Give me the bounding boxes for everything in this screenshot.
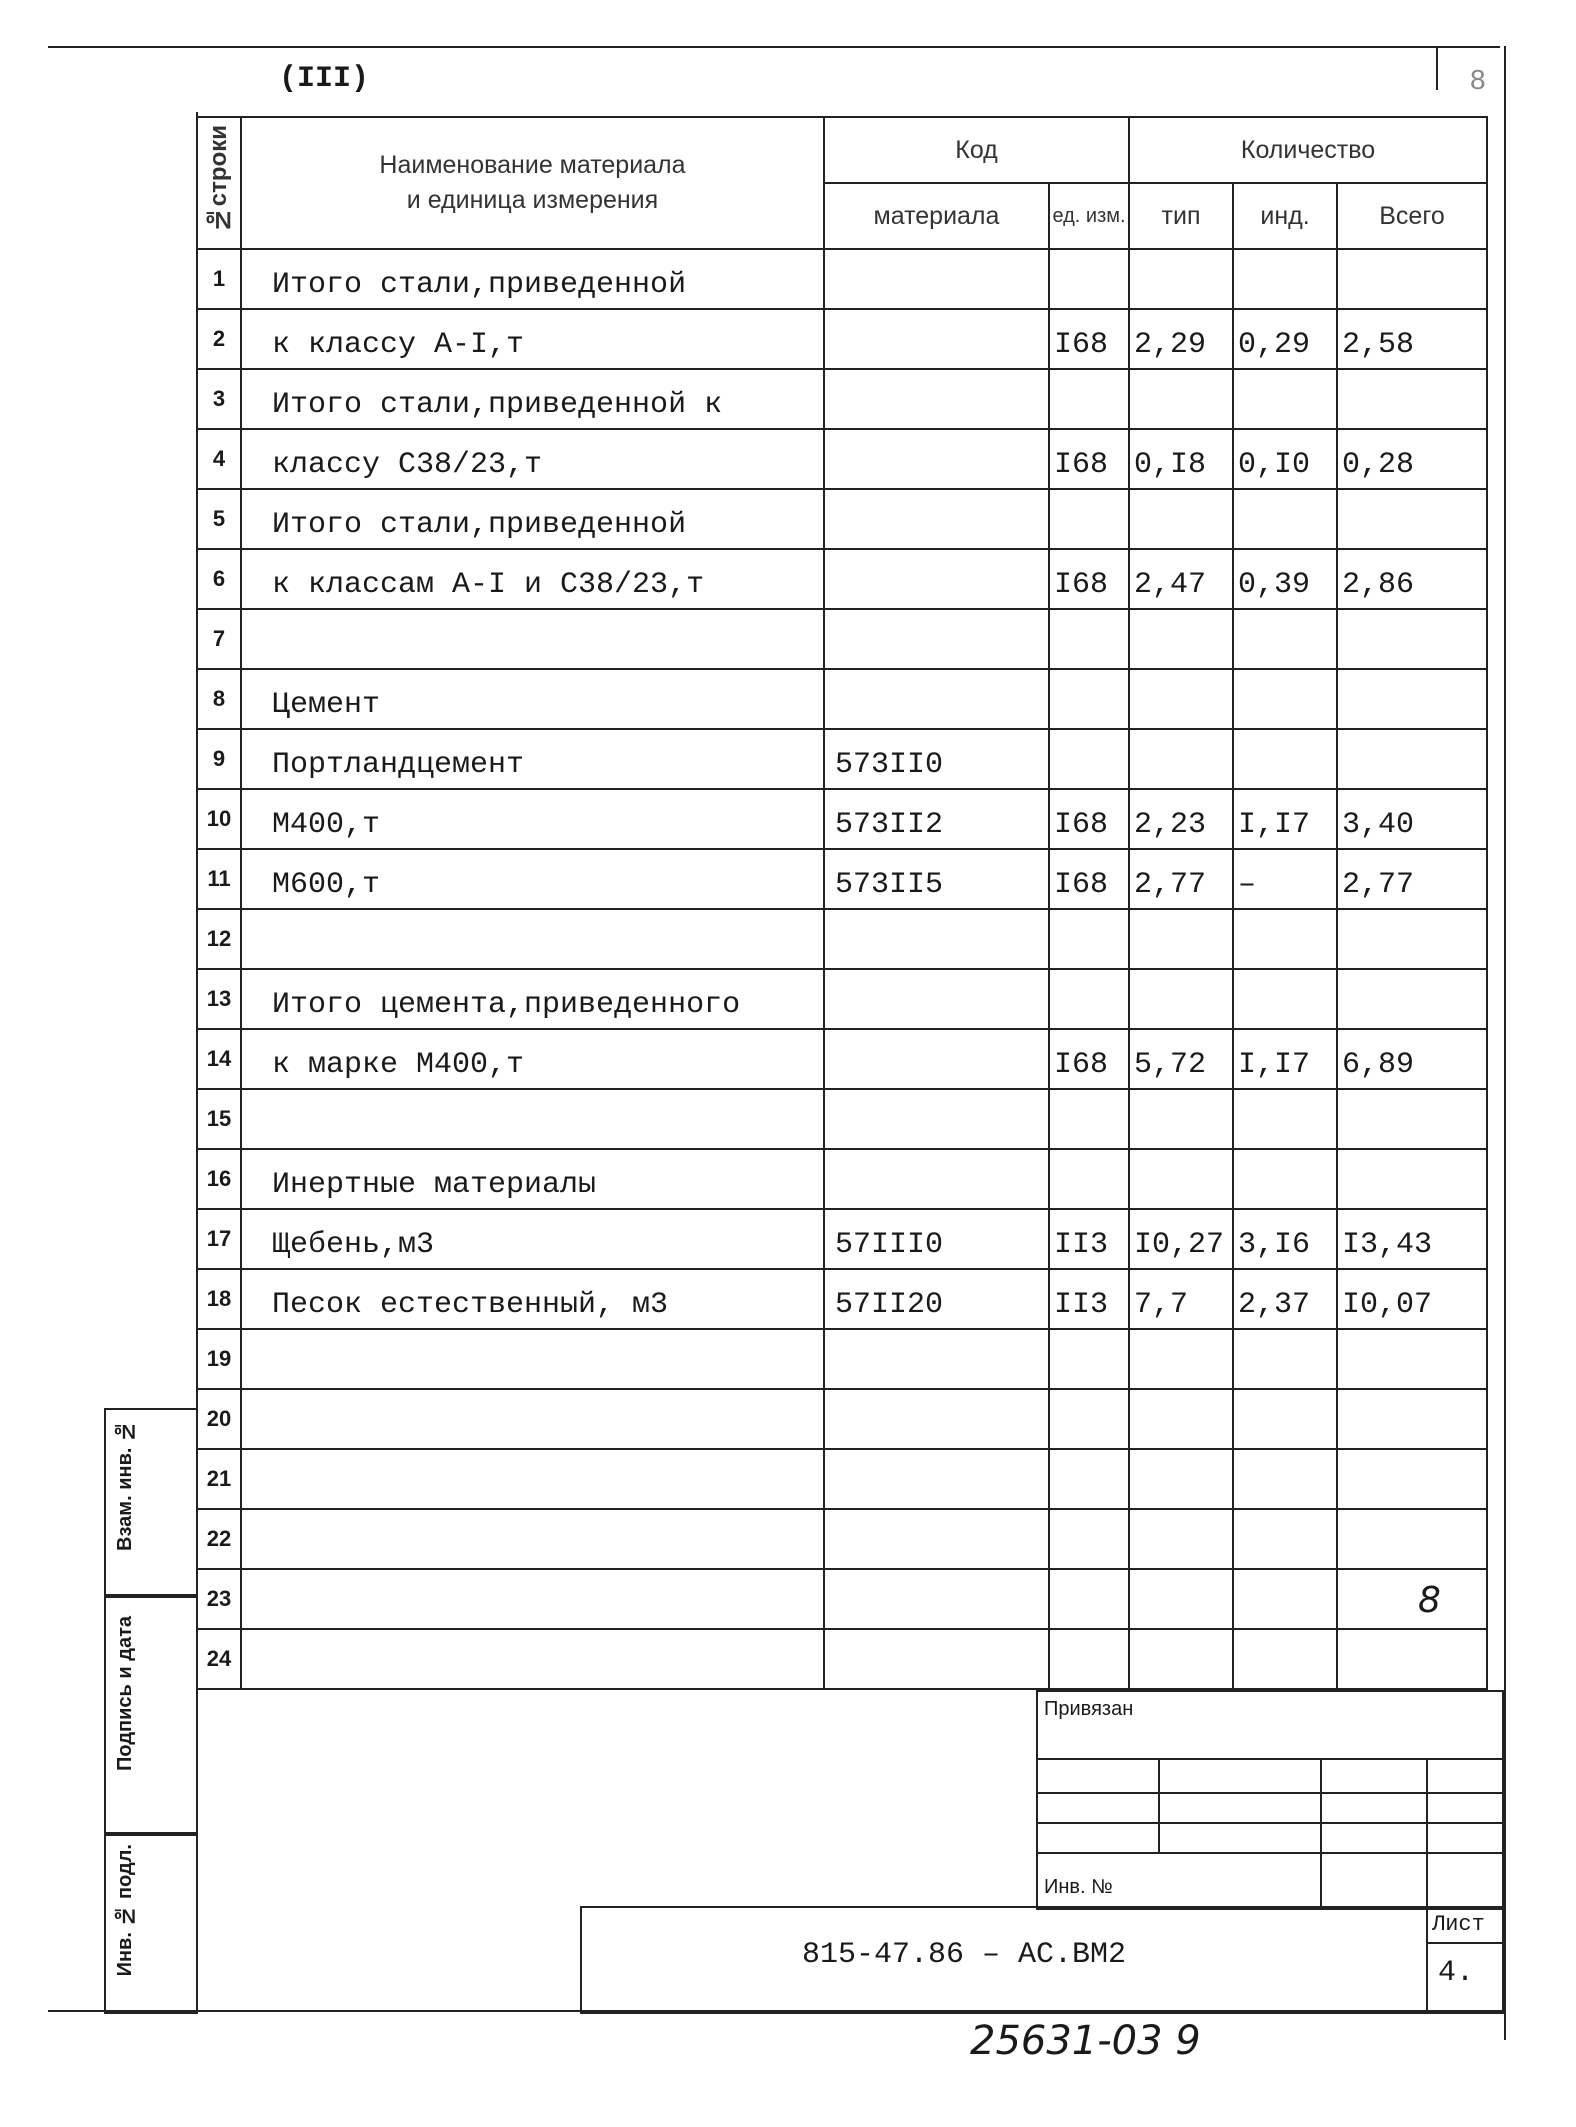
material-name-cell: Итого стали,приведенной	[241, 249, 824, 309]
material-name-cell	[241, 1569, 824, 1629]
material-code-cell	[824, 609, 1049, 669]
typical-qty-cell	[1129, 1329, 1233, 1389]
table-row	[197, 729, 1487, 789]
material-code-cell	[824, 1449, 1049, 1509]
row-number-cell: 2	[197, 309, 241, 369]
row-number-cell: 24	[197, 1629, 241, 1689]
typical-qty-cell: 2,47	[1129, 549, 1233, 609]
material-name-cell: М400,т	[241, 789, 824, 849]
row-number-cell: 7	[197, 609, 241, 669]
typical-qty-cell	[1129, 909, 1233, 969]
individual-qty-cell	[1233, 669, 1337, 729]
replacement-inventory-box: Взам. инв. №	[104, 1408, 198, 1598]
total-qty-cell	[1337, 609, 1487, 669]
total-qty-cell: 6,89	[1337, 1029, 1487, 1089]
unit-code-cell	[1049, 969, 1129, 1029]
typical-qty-cell: 2,77	[1129, 849, 1233, 909]
individual-qty-cell: 2,37	[1233, 1269, 1337, 1329]
individual-qty-cell	[1233, 909, 1337, 969]
row-number-cell: 9	[197, 729, 241, 789]
material-code-header: материала	[824, 183, 1049, 249]
individual-qty-cell: I,I7	[1233, 1029, 1337, 1089]
bottom-handwritten-number: 25631-03 9	[970, 2018, 1201, 2064]
original-inventory-box: Инв. № подл.	[104, 1832, 198, 2014]
unit-code-cell	[1049, 1089, 1129, 1149]
total-qty-cell	[1337, 969, 1487, 1029]
typical-qty-cell	[1129, 369, 1233, 429]
unit-code-cell	[1049, 669, 1129, 729]
table-row	[197, 969, 1487, 1029]
typical-qty-cell: 7,7	[1129, 1269, 1233, 1329]
page-mark: 8	[1418, 1580, 1441, 1621]
individual-qty-cell	[1233, 969, 1337, 1029]
signature-date-box: Подпись и дата	[104, 1594, 198, 1836]
material-code-cell	[824, 1089, 1049, 1149]
total-qty-cell	[1337, 489, 1487, 549]
material-name-cell	[241, 1509, 824, 1569]
material-name-cell: Итого цемента,приведенного	[241, 969, 824, 1029]
bound-label: Привязан	[1044, 1698, 1134, 1720]
row-number-cell: 11	[197, 849, 241, 909]
row-number-cell: 21	[197, 1449, 241, 1509]
inventory-no-label: Инв. №	[1044, 1876, 1113, 1898]
total-qty-cell	[1337, 1329, 1487, 1389]
quantity-group-header: Количество	[1129, 117, 1487, 183]
unit-code-cell	[1049, 1389, 1129, 1449]
material-code-cell: 573II2	[824, 789, 1049, 849]
individual-qty-header: инд.	[1233, 183, 1337, 249]
typical-qty-cell	[1129, 1149, 1233, 1209]
table-row	[197, 1389, 1487, 1449]
table-row	[197, 249, 1487, 309]
table-row	[197, 369, 1487, 429]
table-row	[197, 849, 1487, 909]
individual-qty-cell	[1233, 729, 1337, 789]
material-code-cell	[824, 1569, 1049, 1629]
material-code-cell	[824, 1329, 1049, 1389]
sheet-corner-mark: 8	[1470, 64, 1486, 95]
unit-code-cell	[1049, 369, 1129, 429]
total-qty-cell	[1337, 1149, 1487, 1209]
unit-code-cell	[1049, 1509, 1129, 1569]
individual-qty-cell	[1233, 1629, 1337, 1689]
material-code-cell	[824, 669, 1049, 729]
corner-identifier: (III)	[279, 62, 370, 96]
individual-qty-cell	[1233, 1449, 1337, 1509]
row-number-cell: 12	[197, 909, 241, 969]
row-number-cell: 4	[197, 429, 241, 489]
unit-code-cell: I68	[1049, 789, 1129, 849]
material-name-cell: М600,т	[241, 849, 824, 909]
document-code: 815-47.86 – АС.ВМ2	[802, 1938, 1127, 1972]
typical-qty-cell	[1129, 609, 1233, 669]
material-name-cell	[241, 1329, 824, 1389]
unit-code-cell: I68	[1049, 1029, 1129, 1089]
document-code-block	[580, 1906, 1504, 2014]
total-qty-cell: I0,07	[1337, 1269, 1487, 1329]
row-number-cell: 22	[197, 1509, 241, 1569]
unit-code-cell: II3	[1049, 1209, 1129, 1269]
table-row	[197, 609, 1487, 669]
individual-qty-cell	[1233, 1569, 1337, 1629]
typical-qty-header: тип	[1129, 183, 1233, 249]
individual-qty-cell: 0,29	[1233, 309, 1337, 369]
material-name-cell	[241, 609, 824, 669]
unit-code-cell: I68	[1049, 549, 1129, 609]
individual-qty-cell: I,I7	[1233, 789, 1337, 849]
material-code-cell	[824, 1629, 1049, 1689]
unit-code-cell	[1049, 909, 1129, 969]
table-row	[197, 1089, 1487, 1149]
individual-qty-cell	[1233, 1389, 1337, 1449]
individual-qty-cell: 0,I0	[1233, 429, 1337, 489]
material-name-cell: к марке М400,т	[241, 1029, 824, 1089]
material-name-cell: Инертные материалы	[241, 1149, 824, 1209]
individual-qty-cell	[1233, 609, 1337, 669]
material-code-cell: 573II0	[824, 729, 1049, 789]
typical-qty-cell: 0,I8	[1129, 429, 1233, 489]
individual-qty-cell	[1233, 249, 1337, 309]
typical-qty-cell	[1129, 1089, 1233, 1149]
material-code-cell	[824, 489, 1049, 549]
row-number-cell: 15	[197, 1089, 241, 1149]
table-row	[197, 1569, 1487, 1629]
material-name-cell: к классу А-I,т	[241, 309, 824, 369]
material-name-cell: классу С38/23,т	[241, 429, 824, 489]
row-number-cell: 10	[197, 789, 241, 849]
row-number-cell: 23	[197, 1569, 241, 1629]
material-name-cell: Итого стали,приведенной к	[241, 369, 824, 429]
materials-table	[196, 116, 1488, 1690]
material-code-cell	[824, 1509, 1049, 1569]
table-row	[197, 789, 1487, 849]
row-number-cell: 18	[197, 1269, 241, 1329]
material-code-cell: 57III0	[824, 1209, 1049, 1269]
total-qty-cell: 2,58	[1337, 309, 1487, 369]
row-number-cell: 5	[197, 489, 241, 549]
material-name-cell: Песок естественный, м3	[241, 1269, 824, 1329]
material-code-cell	[824, 1389, 1049, 1449]
total-qty-cell	[1337, 1089, 1487, 1149]
table-row	[197, 1509, 1487, 1569]
typical-qty-cell	[1129, 969, 1233, 1029]
total-qty-header: Всего	[1337, 183, 1487, 249]
code-group-header: Код	[824, 117, 1129, 183]
material-name-cell: к классам А-I и С38/23,т	[241, 549, 824, 609]
unit-code-cell	[1049, 489, 1129, 549]
material-code-cell	[824, 429, 1049, 489]
table-row	[197, 549, 1487, 609]
row-number-cell: 6	[197, 549, 241, 609]
row-number-cell: 3	[197, 369, 241, 429]
typical-qty-cell	[1129, 1449, 1233, 1509]
typical-qty-cell: 5,72	[1129, 1029, 1233, 1089]
table-row	[197, 1329, 1487, 1389]
material-code-cell	[824, 549, 1049, 609]
total-qty-cell: 2,86	[1337, 549, 1487, 609]
table-row	[197, 1449, 1487, 1509]
unit-code-cell: I68	[1049, 429, 1129, 489]
unit-code-cell	[1049, 1569, 1129, 1629]
total-qty-cell	[1337, 669, 1487, 729]
table-row	[197, 309, 1487, 369]
total-qty-cell: 0,28	[1337, 429, 1487, 489]
material-name-cell	[241, 1629, 824, 1689]
table-row	[197, 669, 1487, 729]
material-name-cell	[241, 1089, 824, 1149]
table-row	[197, 1029, 1487, 1089]
total-qty-cell: 2,77	[1337, 849, 1487, 909]
material-code-cell	[824, 909, 1049, 969]
unit-code-cell: I68	[1049, 309, 1129, 369]
unit-code-cell	[1049, 1329, 1129, 1389]
unit-code-cell	[1049, 1629, 1129, 1689]
unit-code-cell	[1049, 249, 1129, 309]
row-number-cell: 20	[197, 1389, 241, 1449]
material-name-cell: Цемент	[241, 669, 824, 729]
individual-qty-cell	[1233, 1509, 1337, 1569]
individual-qty-cell	[1233, 489, 1337, 549]
sheet-number: 4.	[1438, 1956, 1475, 1990]
total-qty-cell: I3,43	[1337, 1209, 1487, 1269]
frame-right-line	[1504, 46, 1506, 2040]
unit-code-cell: I68	[1049, 849, 1129, 909]
total-qty-cell	[1337, 1569, 1487, 1629]
frame-top-line	[48, 46, 1500, 48]
table-row	[197, 1629, 1487, 1689]
row-number-cell: 14	[197, 1029, 241, 1089]
typical-qty-cell	[1129, 1389, 1233, 1449]
typical-qty-cell: I0,27	[1129, 1209, 1233, 1269]
row-number-cell: 13	[197, 969, 241, 1029]
typical-qty-cell	[1129, 489, 1233, 549]
table-row	[197, 1269, 1487, 1329]
material-code-cell	[824, 369, 1049, 429]
individual-qty-cell: 3,I6	[1233, 1209, 1337, 1269]
table-row	[197, 1209, 1487, 1269]
typical-qty-cell	[1129, 1569, 1233, 1629]
total-qty-cell	[1337, 369, 1487, 429]
unit-code-cell	[1049, 1449, 1129, 1509]
sheet-label: Лист	[1432, 1912, 1485, 1937]
unit-code-cell: II3	[1049, 1269, 1129, 1329]
typical-qty-cell	[1129, 1509, 1233, 1569]
individual-qty-cell	[1233, 1149, 1337, 1209]
row-number-cell: 1	[197, 249, 241, 309]
unit-code-cell	[1049, 1149, 1129, 1209]
table-row	[197, 909, 1487, 969]
total-qty-cell	[1337, 1509, 1487, 1569]
binding-block	[1036, 1690, 1504, 1910]
material-code-cell	[824, 1149, 1049, 1209]
typical-qty-cell	[1129, 1629, 1233, 1689]
material-code-cell	[824, 309, 1049, 369]
typical-qty-cell	[1129, 249, 1233, 309]
material-name-cell	[241, 909, 824, 969]
total-qty-cell	[1337, 249, 1487, 309]
typical-qty-cell	[1129, 729, 1233, 789]
unit-header: ед. изм.	[1049, 183, 1129, 249]
table-row	[197, 489, 1487, 549]
table-row	[197, 1149, 1487, 1209]
total-qty-cell: 3,40	[1337, 789, 1487, 849]
total-qty-cell	[1337, 729, 1487, 789]
individual-qty-cell	[1233, 369, 1337, 429]
total-qty-cell	[1337, 909, 1487, 969]
row-number-cell: 8	[197, 669, 241, 729]
material-name-cell: Портландцемент	[241, 729, 824, 789]
unit-code-cell	[1049, 729, 1129, 789]
row-number-cell: 19	[197, 1329, 241, 1389]
material-code-cell	[824, 249, 1049, 309]
material-name-cell: Щебень,м3	[241, 1209, 824, 1269]
material-name-header: Наименование материала и единица измерения	[241, 117, 824, 249]
row-number-cell: 16	[197, 1149, 241, 1209]
material-code-cell: 573II5	[824, 849, 1049, 909]
typical-qty-cell: 2,23	[1129, 789, 1233, 849]
individual-qty-cell: –	[1233, 849, 1337, 909]
material-code-cell	[824, 1029, 1049, 1089]
row-number-header: №строки	[197, 117, 241, 249]
total-qty-cell	[1337, 1629, 1487, 1689]
material-name-cell	[241, 1389, 824, 1449]
total-qty-cell	[1337, 1389, 1487, 1449]
material-code-cell: 57II20	[824, 1269, 1049, 1329]
material-code-cell	[824, 969, 1049, 1029]
unit-code-cell	[1049, 609, 1129, 669]
sheet-corner-divider	[1436, 46, 1438, 90]
individual-qty-cell	[1233, 1089, 1337, 1149]
total-qty-cell	[1337, 1449, 1487, 1509]
row-number-cell: 17	[197, 1209, 241, 1269]
table-row	[197, 429, 1487, 489]
material-name-cell: Итого стали,приведенной	[241, 489, 824, 549]
typical-qty-cell	[1129, 669, 1233, 729]
individual-qty-cell: 0,39	[1233, 549, 1337, 609]
typical-qty-cell: 2,29	[1129, 309, 1233, 369]
individual-qty-cell	[1233, 1329, 1337, 1389]
material-name-cell	[241, 1449, 824, 1509]
